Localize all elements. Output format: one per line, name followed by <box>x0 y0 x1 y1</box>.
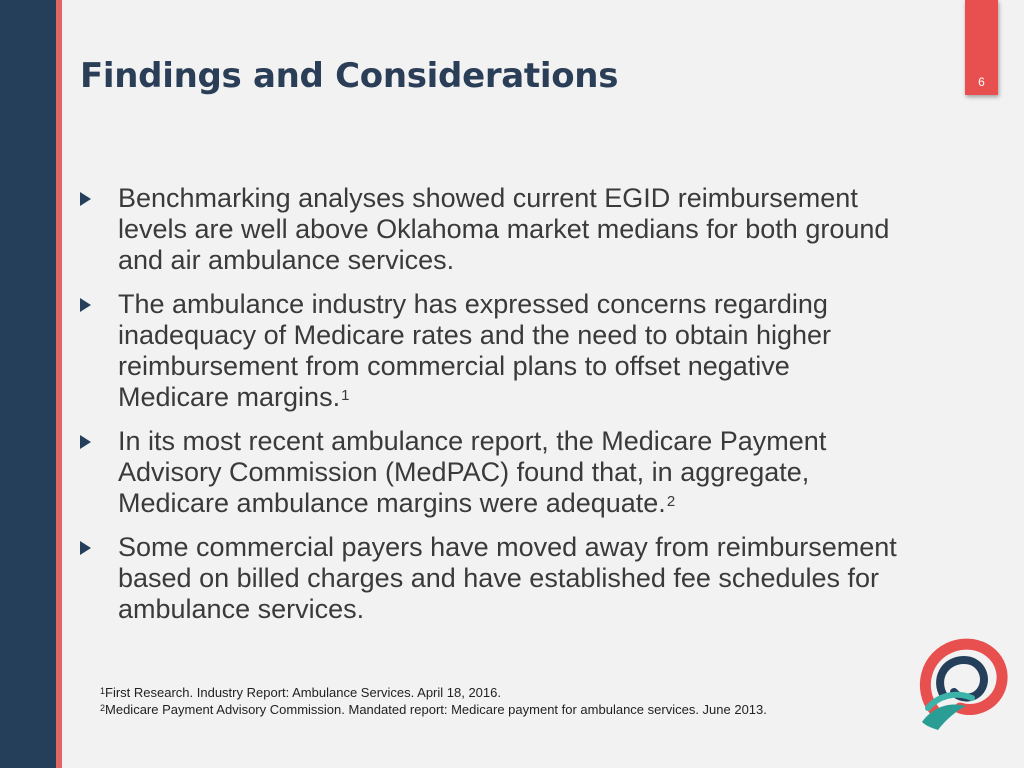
triangle-right-icon <box>80 192 91 206</box>
footnote <box>100 684 880 701</box>
left-sidebar-bar <box>0 0 56 768</box>
page-number: 6 <box>978 75 985 89</box>
footnote-number: 1 <box>100 686 106 696</box>
bullet-text: The ambulance industry has expressed concerns regarding inadequacy of Medicare rates and the need to obtain higher reimbursement from commercial plans to offset negative Medicare margins. <box>118 289 831 412</box>
bullet-text: Some commercial payers have moved away from reimbursement based on billed charges and have established fee schedules for ambulance services. <box>118 532 897 624</box>
bullet-list <box>80 183 900 638</box>
triangle-right-icon <box>80 541 91 555</box>
bullet-item <box>80 183 900 276</box>
bullet-text: In its most recent ambulance report, the Medicare Payment Advisory Commission (MedPAC) found that, in aggregate, Medicare ambulance margins were adequate. <box>118 426 827 518</box>
footnote-number: 2 <box>100 703 106 713</box>
bullet-text: Benchmarking analyses showed current EGID reimbursement levels are well above Oklahoma market medians for both ground and air ambulance services. <box>118 183 890 275</box>
footnote-text: First Research. Industry Report: Ambulance Services. April 18, 2016. <box>105 685 501 700</box>
bullet-item <box>80 532 900 625</box>
footnote-ref: 2 <box>666 493 676 510</box>
logo-inner-swirl <box>940 660 984 698</box>
footnote <box>100 701 880 718</box>
footnote-ref: 1 <box>341 387 350 404</box>
bullet-item <box>80 426 900 519</box>
slide-title: Findings and Considerations <box>80 56 619 96</box>
footnote-text: Medicare Payment Advisory Commission. Mandated report: Medicare payment for ambulance services. June 2013. <box>105 702 767 717</box>
triangle-right-icon <box>80 435 91 449</box>
swirl-logo-icon <box>914 636 1010 732</box>
page-number-tab <box>965 0 998 95</box>
left-accent-stripe <box>56 0 62 768</box>
bullet-item <box>80 289 900 413</box>
triangle-right-icon <box>80 298 91 312</box>
footnotes <box>100 684 880 718</box>
